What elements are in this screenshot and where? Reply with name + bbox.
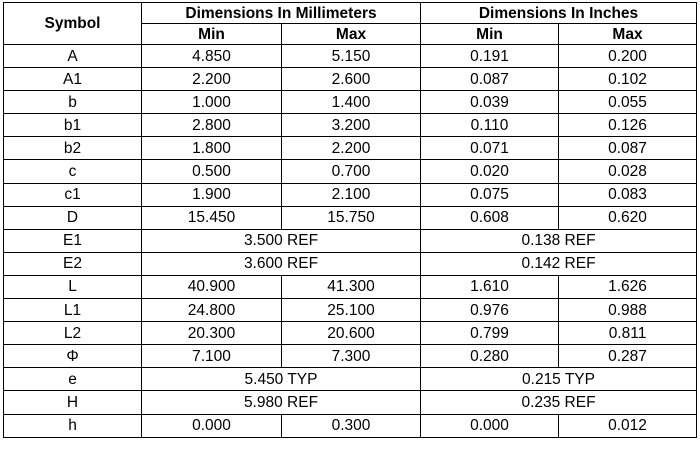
mm-max-cell: 41.300 bbox=[282, 275, 421, 298]
mm-max-cell: 2.200 bbox=[282, 137, 421, 160]
symbol-cell: h bbox=[4, 414, 142, 437]
mm-ref-cell: 5.450 TYP bbox=[142, 368, 421, 391]
table-row bbox=[4, 391, 697, 414]
symbol-cell: e bbox=[4, 368, 142, 391]
mm-min-cell: 2.200 bbox=[142, 68, 282, 91]
in-min-cell: 0.191 bbox=[421, 45, 559, 68]
mm-min-cell: 15.450 bbox=[142, 206, 282, 229]
table-row bbox=[4, 414, 697, 437]
in-min-cell: 0.799 bbox=[421, 322, 559, 345]
in-min-cell: 0.087 bbox=[421, 68, 559, 91]
mm-min-header: Min bbox=[142, 24, 282, 45]
dimensions-table bbox=[3, 2, 697, 438]
mm-max-cell: 15.750 bbox=[282, 206, 421, 229]
symbol-cell: b2 bbox=[4, 137, 142, 160]
table-row bbox=[4, 322, 697, 345]
mm-min-cell: 0.500 bbox=[142, 160, 282, 183]
in-max-cell: 0.012 bbox=[559, 414, 697, 437]
symbol-cell: A bbox=[4, 45, 142, 68]
symbol-cell: b1 bbox=[4, 114, 142, 137]
mm-max-cell: 7.300 bbox=[282, 345, 421, 368]
table-row bbox=[4, 252, 697, 275]
mm-min-cell: 4.850 bbox=[142, 45, 282, 68]
in-min-cell: 1.610 bbox=[421, 275, 559, 298]
table-row bbox=[4, 368, 697, 391]
symbol-cell: H bbox=[4, 391, 142, 414]
in-ref-cell: 0.138 REF bbox=[421, 229, 697, 252]
symbol-cell: c bbox=[4, 160, 142, 183]
mm-max-cell: 25.100 bbox=[282, 299, 421, 322]
mm-min-cell: 1.800 bbox=[142, 137, 282, 160]
mm-min-cell: 40.900 bbox=[142, 275, 282, 298]
mm-min-cell: 24.800 bbox=[142, 299, 282, 322]
mm-ref-cell: 3.600 REF bbox=[142, 252, 421, 275]
in-max-cell: 0.988 bbox=[559, 299, 697, 322]
table-row bbox=[4, 206, 697, 229]
table-row bbox=[4, 345, 697, 368]
mm-max-cell: 5.150 bbox=[282, 45, 421, 68]
table-body bbox=[4, 45, 697, 438]
mm-max-cell: 0.300 bbox=[282, 414, 421, 437]
symbol-cell: E1 bbox=[4, 229, 142, 252]
mm-max-cell: 2.100 bbox=[282, 183, 421, 206]
symbol-cell: D bbox=[4, 206, 142, 229]
in-min-cell: 0.020 bbox=[421, 160, 559, 183]
symbol-cell: Φ bbox=[4, 345, 142, 368]
mm-max-cell: 20.600 bbox=[282, 322, 421, 345]
symbol-header: Symbol bbox=[4, 3, 142, 45]
table-header-row bbox=[4, 3, 697, 24]
in-ref-cell: 0.235 REF bbox=[421, 391, 697, 414]
in-min-cell: 0.039 bbox=[421, 91, 559, 114]
in-min-cell: 0.110 bbox=[421, 114, 559, 137]
in-max-cell: 0.028 bbox=[559, 160, 697, 183]
in-max-cell: 1.626 bbox=[559, 275, 697, 298]
symbol-cell: c1 bbox=[4, 183, 142, 206]
in-min-cell: 0.976 bbox=[421, 299, 559, 322]
in-max-cell: 0.102 bbox=[559, 68, 697, 91]
in-ref-cell: 0.215 TYP bbox=[421, 368, 697, 391]
mm-min-cell: 0.000 bbox=[142, 414, 282, 437]
symbol-cell: b bbox=[4, 91, 142, 114]
in-max-cell: 0.287 bbox=[559, 345, 697, 368]
table-row bbox=[4, 229, 697, 252]
in-min-cell: 0.000 bbox=[421, 414, 559, 437]
in-max-cell: 0.055 bbox=[559, 91, 697, 114]
mm-ref-cell: 3.500 REF bbox=[142, 229, 421, 252]
in-max-cell: 0.811 bbox=[559, 322, 697, 345]
mm-min-cell: 7.100 bbox=[142, 345, 282, 368]
mm-max-cell: 1.400 bbox=[282, 91, 421, 114]
symbol-cell: L2 bbox=[4, 322, 142, 345]
table-row bbox=[4, 275, 697, 298]
mm-min-cell: 1.000 bbox=[142, 91, 282, 114]
in-max-cell: 0.083 bbox=[559, 183, 697, 206]
in-min-cell: 0.280 bbox=[421, 345, 559, 368]
symbol-cell: L bbox=[4, 275, 142, 298]
in-max-cell: 0.126 bbox=[559, 114, 697, 137]
table-row bbox=[4, 183, 697, 206]
millimeters-group-header: Dimensions In Millimeters bbox=[142, 3, 421, 24]
in-min-cell: 0.075 bbox=[421, 183, 559, 206]
symbol-cell: A1 bbox=[4, 68, 142, 91]
table-row bbox=[4, 137, 697, 160]
table-row bbox=[4, 45, 697, 68]
mm-min-cell: 1.900 bbox=[142, 183, 282, 206]
mm-max-cell: 3.200 bbox=[282, 114, 421, 137]
mm-min-cell: 2.800 bbox=[142, 114, 282, 137]
table-row bbox=[4, 160, 697, 183]
in-max-header: Max bbox=[559, 24, 697, 45]
table-row bbox=[4, 299, 697, 322]
in-max-cell: 0.087 bbox=[559, 137, 697, 160]
mm-max-cell: 2.600 bbox=[282, 68, 421, 91]
symbol-cell: L1 bbox=[4, 299, 142, 322]
mm-ref-cell: 5.980 REF bbox=[142, 391, 421, 414]
in-min-header: Min bbox=[421, 24, 559, 45]
in-max-cell: 0.620 bbox=[559, 206, 697, 229]
symbol-cell: E2 bbox=[4, 252, 142, 275]
mm-max-cell: 0.700 bbox=[282, 160, 421, 183]
in-max-cell: 0.200 bbox=[559, 45, 697, 68]
in-min-cell: 0.608 bbox=[421, 206, 559, 229]
table-row bbox=[4, 114, 697, 137]
in-min-cell: 0.071 bbox=[421, 137, 559, 160]
mm-max-header: Max bbox=[282, 24, 421, 45]
table-row bbox=[4, 91, 697, 114]
table-row bbox=[4, 68, 697, 91]
inches-group-header: Dimensions In Inches bbox=[421, 3, 697, 24]
in-ref-cell: 0.142 REF bbox=[421, 252, 697, 275]
mm-min-cell: 20.300 bbox=[142, 322, 282, 345]
